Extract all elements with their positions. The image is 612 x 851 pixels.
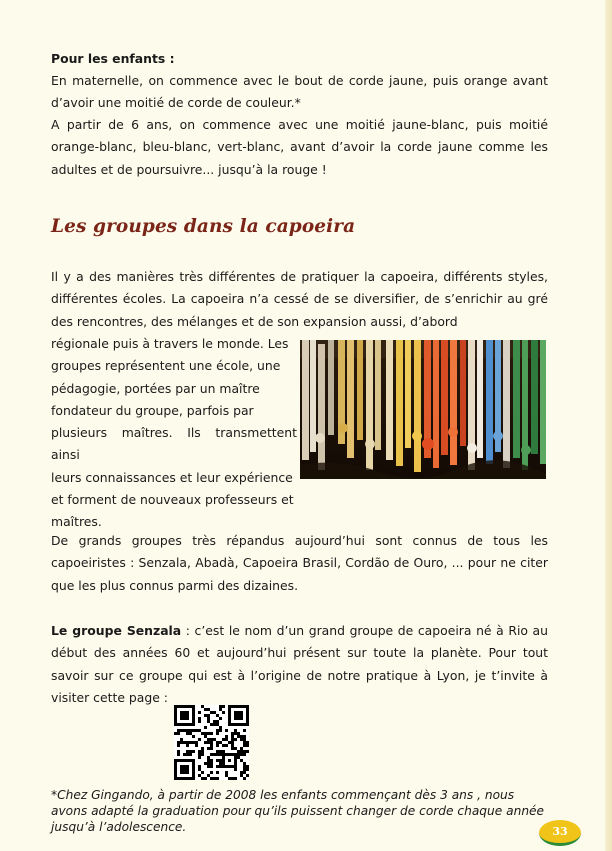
kids-paragraph-2: A partir de 6 ans, on commence avec une moitié jaune-blanc, puis moitié orange-blanc, bleu-blanc, vert-blanc, avant d’avoir la corde jaune comme les adultes et de poursuivre... jusqu’à la rouge ! xyxy=(51,117,548,177)
qr-code-graphic xyxy=(174,705,249,780)
groups-paragraph: De grands groupes très répandus aujourd’hui sont connus de tous les capoeiristes : Senzala, Abadà, Capoeira Brasil, Cordão de Ouro, ... pour ne citer que les plus connus parmi des dizaines. xyxy=(51,533,548,593)
qr-code[interactable] xyxy=(174,705,249,780)
senzala-text: : c’est le nom d’un grand groupe de capoeira né à Rio au début des années 60 et aujourd’hui présent sur toute la planète. Pour tout savoir sur ce groupe qui est à l’origine de notre pratique à Lyon, je t’invite à visiter cette page : xyxy=(51,623,549,705)
page-edge-strip xyxy=(605,0,612,851)
wrap-line: fondateur du groupe, parfois par xyxy=(51,402,254,418)
senzala-label: Le groupe Senzala xyxy=(51,623,182,638)
groups-intro-wrapped xyxy=(51,333,297,534)
senzala-paragraph xyxy=(51,620,548,709)
wrap-line: leurs connaissances et leur expérience xyxy=(51,469,293,485)
wrap-line: groupes représentent une école, une xyxy=(51,358,281,374)
wrap-line: plusieurs maîtres. Ils transmettent ainsi xyxy=(51,425,297,463)
kids-heading-text: Pour les enfants : xyxy=(51,51,175,66)
groups-intro-paragraph: Il y a des manières très différentes de pratiquer la capoeira, différents styles, différentes écoles. La capoeira n’a cessé de se diversifier, de s’enrichir au gré des rencontres, des mélanges et de son expansion aussi, d’abord xyxy=(51,269,548,329)
cords-illustration xyxy=(300,340,546,479)
wrap-line: régionale puis à travers le monde. Les xyxy=(51,336,289,351)
wrap-line: pédagogie, portées par un maître xyxy=(51,380,260,396)
page-number-badge: 33 xyxy=(539,820,581,846)
kids-heading xyxy=(51,48,548,70)
kids-paragraph-1: En maternelle, on commence avec le bout de corde jaune, puis orange avant d’avoir une moitié de corde de couleur.* xyxy=(51,73,548,111)
capoeira-cords-photo xyxy=(300,340,546,479)
section-title: Les groupes dans la capoeira xyxy=(51,216,356,237)
footnote: *Chez Gingando, à partir de 2008 les enfants commençant dès 3 ans , nous avons adapté la graduation pour qu’ils puissent changer de corde chaque année jusqu’à l’adolescence. xyxy=(51,788,545,835)
wrap-line-last: maîtres. xyxy=(51,514,102,530)
wrap-line: et forment de nouveaux professeurs et xyxy=(51,492,294,508)
